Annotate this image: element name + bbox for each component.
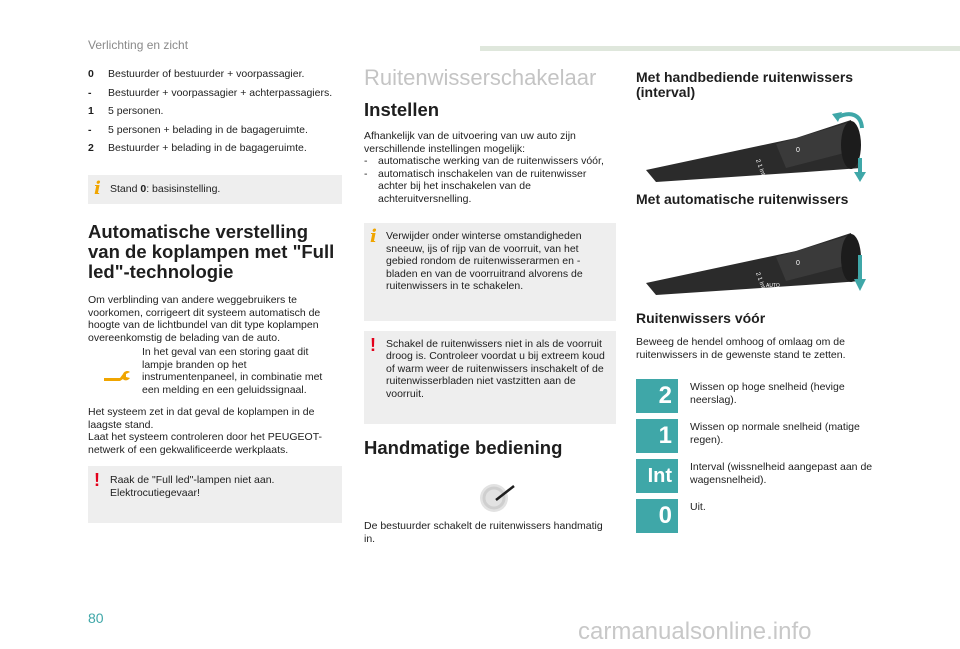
wiper-title: Ruitenwisserschakelaar xyxy=(364,65,597,90)
wiper-stalk-manual-image xyxy=(646,110,876,184)
front-wipers-title: Ruitenwissers vóór xyxy=(636,310,766,326)
load-row xyxy=(88,105,342,118)
warning-icon: ! xyxy=(370,334,376,355)
info-stand-after: : basisinstelling. xyxy=(146,182,221,195)
watermark: carmanualsonline.info xyxy=(578,618,812,645)
settings-title: Instellen xyxy=(364,99,440,120)
manual-wipers-title: Met handbediende ruitenwissers (interval) xyxy=(636,69,854,100)
fault-row xyxy=(88,346,342,406)
svg-text:0: 0 xyxy=(796,147,800,154)
list-dash: - xyxy=(364,155,368,167)
load-row xyxy=(88,124,342,137)
load-text: 5 personen + belading in de bagageruimte. xyxy=(108,123,308,136)
load-key: - xyxy=(88,123,92,136)
stand-text: Wissen op normale snelheid (matige regen). xyxy=(690,421,860,446)
auto-level-after: Het systeem zet in dat geval de koplampen in de laagste stand. Laat het systeem controleren door het PEUGEOT-netwerk of een gekwalificeerde werkplaats. xyxy=(88,406,323,456)
auto-label: AUTO xyxy=(766,283,780,289)
load-key: 2 xyxy=(88,142,94,154)
warning-dry-text: Schakel de ruitenwissers niet in als de voorruit droog is. Controleer voordat u bij extreem koud of warm weer de ruitenwissers inschakelt of de ruitenwisserbladen niet vastzitten aan de voorruit. xyxy=(386,337,605,400)
load-text: Bestuurder + voorpassagier + achterpassagiers. xyxy=(108,86,333,99)
stand-badge: 2 xyxy=(636,379,678,413)
info-icon: i xyxy=(94,177,101,199)
auto-level-intro: Om verblinding van andere weggebruikers te voorkomen, corrigeert dit systeem automatisch de hoogte van de lichtbundel van dit type koplampen overeenkomstig de belading van de auto. xyxy=(88,294,321,344)
list-item xyxy=(364,155,616,168)
list-text: automatisch inschakelen van de ruitenwisser achter bij het inschakelen van de achteruitversnelling. xyxy=(378,167,587,205)
load-text: 5 personen. xyxy=(108,105,164,117)
header-bar xyxy=(480,46,960,51)
auto-wipers-title: Met automatische ruitenwissers xyxy=(636,191,849,207)
load-key: 0 xyxy=(88,68,94,80)
info-note-winter xyxy=(364,223,616,321)
list-text: automatische werking van de ruitenwissers vóór, xyxy=(378,155,604,167)
steering-wheel-icon xyxy=(478,478,518,514)
load-row xyxy=(88,68,342,81)
info-icon: i xyxy=(370,226,377,247)
stand-row xyxy=(636,419,886,453)
page-number: 80 xyxy=(88,610,104,626)
warning-note-led xyxy=(88,466,342,523)
auto-level-title: Automatische verstelling van de koplampen met "Full led"-technologie xyxy=(88,221,335,282)
svg-text:0: 0 xyxy=(796,260,800,267)
stand-text: Uit. xyxy=(690,501,706,513)
stand-text: Wissen op hoge snelheid (hevige neerslag). xyxy=(690,381,845,406)
stand-list xyxy=(636,379,886,533)
load-key: - xyxy=(88,86,92,99)
load-key: 1 xyxy=(88,105,94,117)
wrench-icon xyxy=(88,346,142,406)
stand-badge: 0 xyxy=(636,499,678,533)
warning-icon: ! xyxy=(94,470,100,490)
front-wipers-text: Beweeg de hendel omhoog of omlaag om de ruitenwissers in de gewenste stand te zetten. xyxy=(636,336,846,361)
info-note-stand xyxy=(88,175,342,205)
settings-intro: Afhankelijk van de uitvoering van uw auto zijn verschillende instellingen mogelijk: xyxy=(364,130,576,155)
info-stand-before: Stand xyxy=(110,182,141,195)
column-right xyxy=(636,66,886,539)
section-header: Verlichting en zicht xyxy=(88,38,189,52)
stand-row xyxy=(636,379,886,413)
stand-badge: Int xyxy=(636,459,678,493)
svg-text:2 1 Int 0: 2 1 Int 0 xyxy=(754,158,768,182)
load-text: Bestuurder + belading in de bagageruimte. xyxy=(108,142,307,154)
column-middle xyxy=(364,66,616,545)
manual-text: De bestuurder schakelt de ruitenwissers handmatig in. xyxy=(364,520,603,545)
stand-row xyxy=(636,459,886,493)
load-row xyxy=(88,142,342,155)
warning-led-text: Raak de "Full led"-lampen niet aan. Elektrocutiegevaar! xyxy=(110,474,275,499)
column-left xyxy=(88,68,342,523)
info-stand-bold: 0 xyxy=(140,182,147,195)
stand-text: Interval (wissnelheid aangepast aan de wagensnelheid). xyxy=(690,461,873,486)
fault-text: In het geval van een storing gaat dit lampje branden op het instrumentenpaneel, in combinatie met een melding en een geluidssignaal. xyxy=(142,346,323,396)
list-item xyxy=(364,168,616,206)
load-list xyxy=(88,68,342,155)
info-winter-text: Verwijder onder winterse omstandigheden sneeuw, ijs of rijp van de voorruit, van het gebied rondom de ruitenwisserarmen en -bladen en van de voorruitrand alvorens de ruitenwissers in te schakelen. xyxy=(386,230,583,292)
list-dash: - xyxy=(364,167,368,180)
wiper-stalk-auto-image xyxy=(646,225,876,299)
manual-title: Handmatige bediening xyxy=(364,437,563,458)
load-row xyxy=(88,87,342,100)
load-text: Bestuurder of bestuurder + voorpassagier. xyxy=(108,68,305,80)
stand-row xyxy=(636,499,886,533)
stand-badge: 1 xyxy=(636,419,678,453)
svg-text:2 1 Int 0: 2 1 Int 0 xyxy=(754,271,768,295)
warning-note-dry xyxy=(364,331,616,425)
